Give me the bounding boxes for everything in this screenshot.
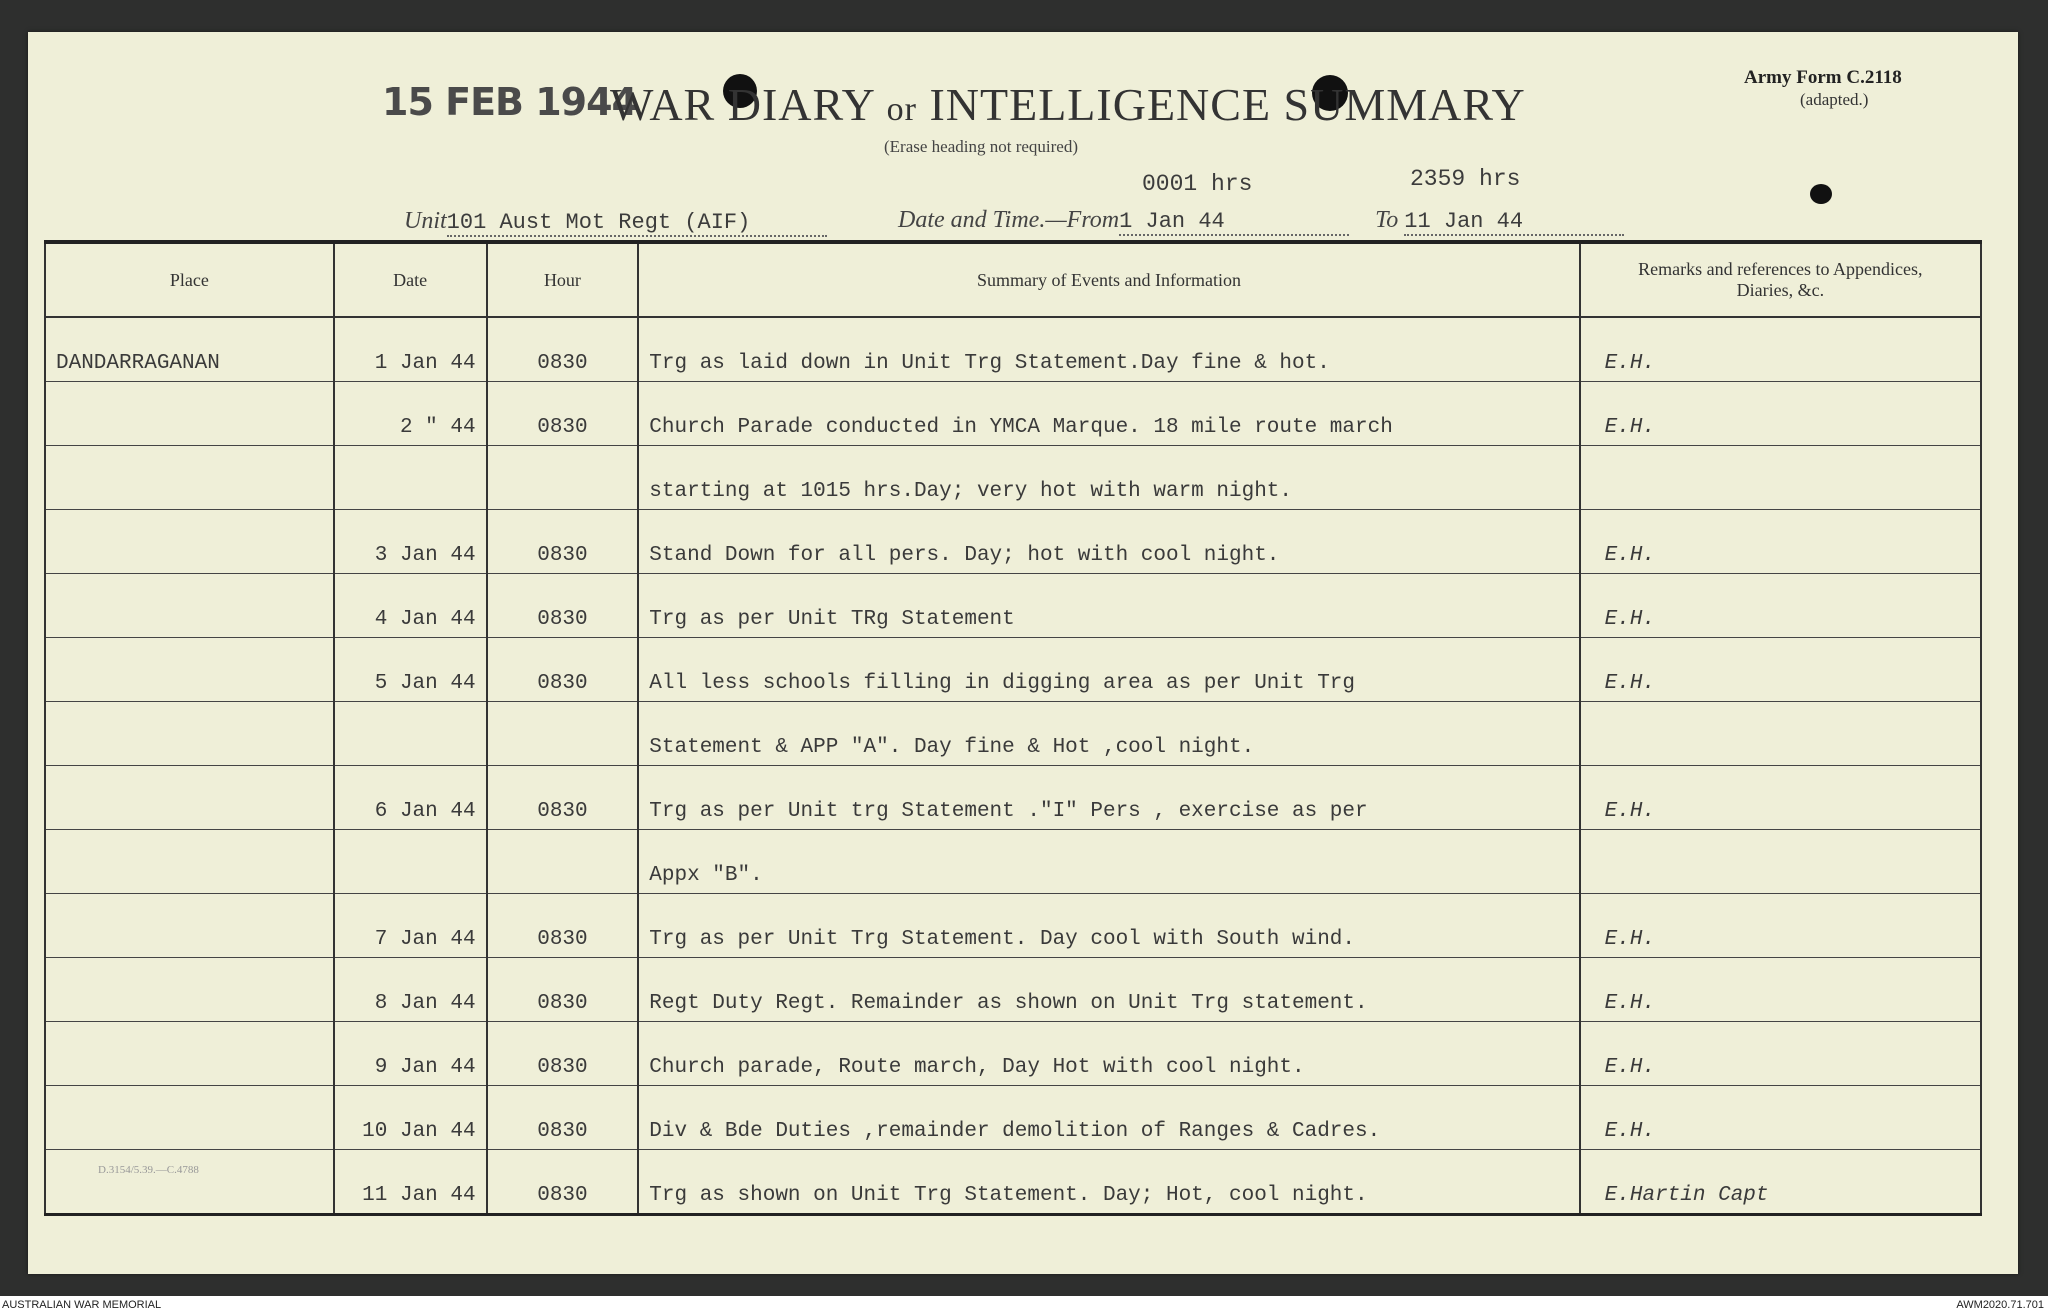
title-war-diary: WAR DIARY: [610, 79, 875, 130]
col-header-remarks: Remarks and references to Appendices, Diaries, &c.: [1580, 242, 1981, 317]
remark-signature: E.H.: [1580, 1022, 1981, 1086]
time-from: 0001 hrs: [1142, 171, 1253, 197]
credit-bar: [0, 1296, 2048, 1315]
remark-signature: [1580, 702, 1981, 766]
date-cell: [334, 446, 487, 510]
hour-cell: 0830: [487, 317, 639, 382]
table-row: [45, 510, 1981, 574]
place-cell: [45, 446, 334, 510]
date-cell: [334, 702, 487, 766]
table-row: [45, 894, 1981, 958]
hour-cell: 0830: [487, 958, 639, 1022]
table-row: [45, 574, 1981, 638]
remark-signature: E.H.: [1580, 317, 1981, 382]
hour-cell: 0830: [487, 1086, 639, 1150]
time-to: 2359 hrs: [1410, 166, 1521, 192]
summary-cell: Regt Duty Regt. Remainder as shown on Unit Trg statement.: [638, 958, 1579, 1022]
summary-cell: Trg as per Unit TRg Statement: [638, 574, 1579, 638]
title-intelligence-summary: INTELLIGENCE SUMMARY: [929, 79, 1526, 130]
unit-label: Unit: [404, 208, 447, 234]
place-cell: [45, 766, 334, 830]
place-cell: [45, 382, 334, 446]
date-cell: [334, 830, 487, 894]
credit-left: AUSTRALIAN WAR MEMORIAL: [2, 1299, 162, 1311]
table-header-row: [45, 242, 1981, 317]
summary-cell: Stand Down for all pers. Day; hot with cool night.: [638, 510, 1579, 574]
date-cell: 9 Jan 44: [334, 1022, 487, 1086]
summary-cell: Trg as laid down in Unit Trg Statement.Day fine & hot.: [638, 317, 1579, 382]
remark-signature: E.H.: [1580, 894, 1981, 958]
col-header-summary: Summary of Events and Information: [638, 242, 1579, 317]
table-row: [45, 446, 1981, 510]
date-cell: 5 Jan 44: [334, 638, 487, 702]
summary-cell: Statement & APP "A". Day fine & Hot ,cool night.: [638, 702, 1579, 766]
col-header-hour: Hour: [487, 242, 639, 317]
table-row: [45, 766, 1981, 830]
date-cell: 4 Jan 44: [334, 574, 487, 638]
army-form-number: Army Form C.2118: [1744, 67, 1902, 88]
punch-hole-small: [1810, 184, 1832, 204]
table-row: [45, 1150, 1981, 1215]
summary-cell: Trg as per Unit trg Statement ."I" Pers , exercise as per: [638, 766, 1579, 830]
remark-signature: E.H.: [1580, 382, 1981, 446]
remark-signature: E.H.: [1580, 574, 1981, 638]
place-cell: [45, 702, 334, 766]
erase-note: (Erase heading not required): [884, 137, 1078, 156]
remark-signature: E.H.: [1580, 638, 1981, 702]
hour-cell: [487, 446, 639, 510]
diary-table: [44, 240, 1982, 1216]
date-to-value: 11 Jan 44: [1404, 209, 1624, 236]
hour-cell: 0830: [487, 574, 639, 638]
col-header-place: Place: [45, 242, 334, 317]
table-row: [45, 317, 1981, 382]
date-cell: 1 Jan 44: [334, 317, 487, 382]
summary-cell: Appx "B".: [638, 830, 1579, 894]
hour-cell: 0830: [487, 1022, 639, 1086]
date-from-label: Date and Time.—From: [898, 207, 1120, 233]
remark-signature: E.H.: [1580, 510, 1981, 574]
hour-cell: 0830: [487, 894, 639, 958]
remark-signature: [1580, 830, 1981, 894]
place-cell: [45, 1150, 334, 1215]
summary-cell: All less schools filling in digging area as per Unit Trg: [638, 638, 1579, 702]
place-cell: [45, 1022, 334, 1086]
remark-signature: E.H.: [1580, 1086, 1981, 1150]
date-time-line: [898, 207, 1624, 236]
table-row: [45, 1022, 1981, 1086]
place-cell: [45, 510, 334, 574]
place-cell: [45, 830, 334, 894]
unit-line: [404, 208, 827, 237]
date-cell: 7 Jan 44: [334, 894, 487, 958]
credit-right: AWM2020.71.701: [1956, 1299, 2044, 1311]
date-cell: 11 Jan 44: [334, 1150, 487, 1215]
place-cell: [45, 574, 334, 638]
place-cell: DANDARRAGANAN: [45, 317, 334, 382]
hour-cell: [487, 830, 639, 894]
hour-cell: 0830: [487, 1150, 639, 1215]
table-row: [45, 638, 1981, 702]
date-stamp: 15 FEB 1944: [382, 80, 637, 124]
place-cell: [45, 894, 334, 958]
hour-cell: 0830: [487, 638, 639, 702]
date-cell: 8 Jan 44: [334, 958, 487, 1022]
remark-signature: E.H.: [1580, 766, 1981, 830]
table-row: [45, 382, 1981, 446]
table-row: [45, 1086, 1981, 1150]
place-cell: [45, 1086, 334, 1150]
col-header-date: Date: [334, 242, 487, 317]
title-or: or: [886, 91, 917, 128]
summary-cell: Trg as shown on Unit Trg Statement. Day; Hot, cool night.: [638, 1150, 1579, 1215]
army-form-adapted: (adapted.): [1800, 90, 1869, 109]
summary-cell: Church parade, Route march, Day Hot with cool night.: [638, 1022, 1579, 1086]
date-cell: 3 Jan 44: [334, 510, 487, 574]
remark-signature: [1580, 446, 1981, 510]
table-row: [45, 830, 1981, 894]
table-row: [45, 958, 1981, 1022]
hour-cell: 0830: [487, 382, 639, 446]
place-cell: [45, 958, 334, 1022]
date-cell: 10 Jan 44: [334, 1086, 487, 1150]
summary-cell: Trg as per Unit Trg Statement. Day cool with South wind.: [638, 894, 1579, 958]
remark-signature: E.Hartin Capt: [1580, 1150, 1981, 1215]
summary-cell: starting at 1015 hrs.Day; very hot with warm night.: [638, 446, 1579, 510]
unit-value: 101 Aust Mot Regt (AIF): [447, 210, 827, 237]
table-row: [45, 702, 1981, 766]
hour-cell: [487, 702, 639, 766]
remark-signature: E.H.: [1580, 958, 1981, 1022]
printer-code: D.3154/5.39.—C.4788: [98, 1164, 199, 1176]
date-cell: 6 Jan 44: [334, 766, 487, 830]
date-from-value: 1 Jan 44: [1119, 209, 1349, 236]
date-cell: 2 " 44: [334, 382, 487, 446]
place-cell: [45, 638, 334, 702]
form-title: [610, 78, 1526, 131]
summary-cell: Church Parade conducted in YMCA Marque. 18 mile route march: [638, 382, 1579, 446]
hour-cell: 0830: [487, 510, 639, 574]
date-to-label: To: [1375, 207, 1399, 233]
table-body: [45, 317, 1981, 1215]
summary-cell: Div & Bde Duties ,remainder demolition of Ranges & Cadres.: [638, 1086, 1579, 1150]
hour-cell: 0830: [487, 766, 639, 830]
